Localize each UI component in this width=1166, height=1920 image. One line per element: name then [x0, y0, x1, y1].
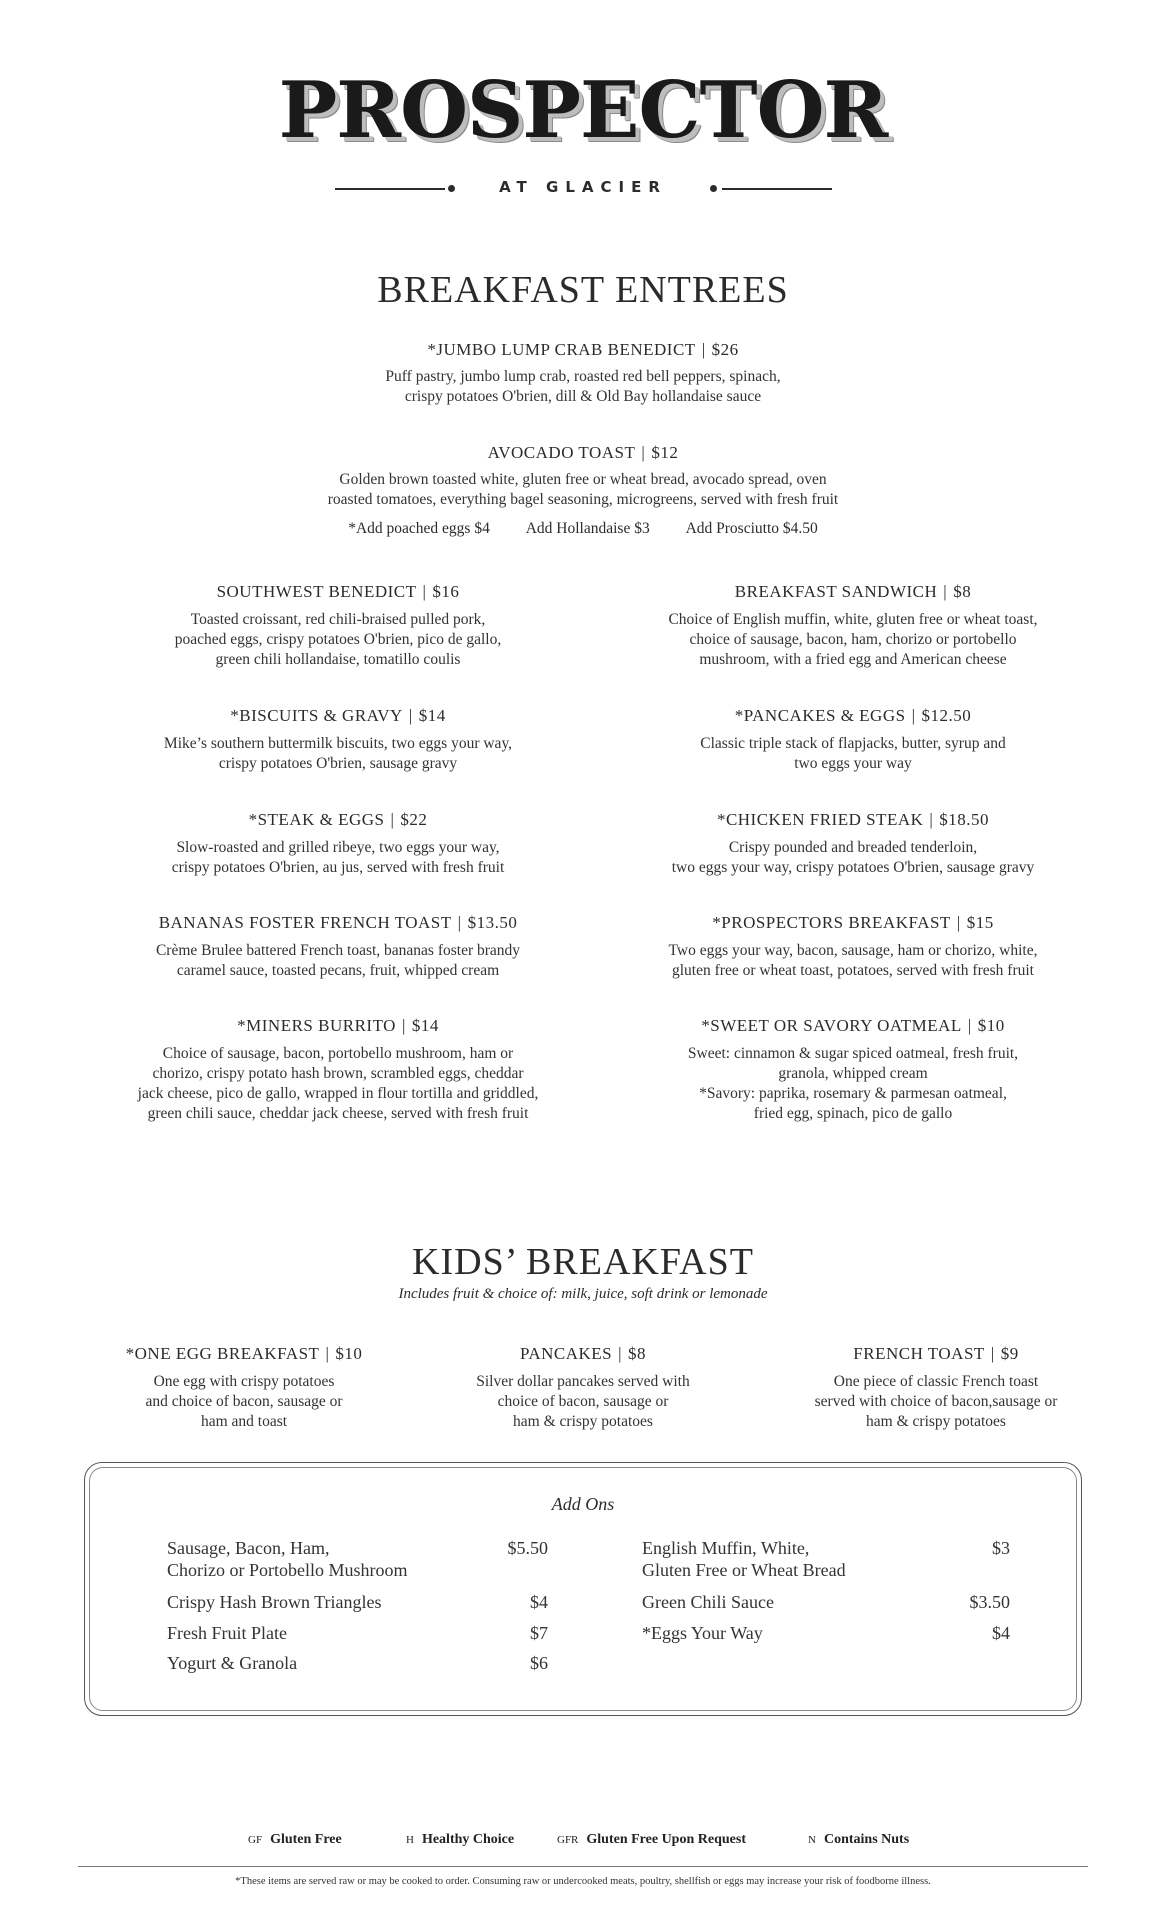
item-price: $8 — [628, 1344, 647, 1363]
item-price: $15 — [966, 913, 994, 932]
item-description: Silver dollar pancakes served with choice of bacon, sausage or ham & crispy potatoes — [476, 1373, 690, 1430]
item-title: *MINERS BURRITO | $14 — [237, 1016, 439, 1035]
item-title: *STEAK & EGGS | $22 — [248, 810, 428, 829]
dot-icon — [710, 185, 717, 192]
item-price: $26 — [711, 340, 739, 359]
addon-name: Green Chili Sauce — [642, 1592, 774, 1612]
menu-item — [93, 913, 583, 981]
dot-icon — [448, 185, 455, 192]
addon-name: Crispy Hash Brown Triangles — [167, 1592, 382, 1612]
menu-item — [608, 810, 1098, 878]
legend-abbr: GFR — [557, 1834, 579, 1846]
addon-price: $7 — [530, 1623, 548, 1643]
item-title: *JUMBO LUMP CRAB BENEDICT | $26 — [427, 340, 739, 359]
item-price: $16 — [432, 582, 460, 601]
section-title-kids: KIDS’ BREAKFAST — [412, 1241, 754, 1283]
item-description: Crispy pounded and breaded tenderloin, two eggs your way, crispy potatoes O'brien, sausage gravy — [671, 839, 1035, 876]
menu-item — [608, 913, 1098, 981]
addons-title: Add Ons — [551, 1494, 615, 1514]
item-title: BREAKFAST SANDWICH | $8 — [734, 582, 972, 601]
tagline-text: AT GLACIER — [499, 178, 667, 196]
item-price: $10 — [977, 1016, 1005, 1035]
item-description: Two eggs your way, bacon, sausage, ham or chorizo, white, gluten free or wheat toast, potatoes, served with fresh fruit — [668, 942, 1038, 979]
divider — [335, 188, 445, 190]
footer-divider — [78, 1866, 1088, 1867]
extra-option: *Add poached eggs $4 — [348, 520, 490, 537]
item-title: *ONE EGG BREAKFAST | $10 — [125, 1344, 363, 1363]
logo-wordmark: PROSPECTOR — [278, 65, 888, 156]
item-title: *PANCAKES & EGGS | $12.50 — [734, 706, 972, 725]
section-title-breakfast: BREAKFAST ENTREES — [377, 269, 789, 311]
item-name: SOUTHWEST BENEDICT — [216, 582, 417, 601]
menu-item — [608, 706, 1098, 774]
item-description: Puff pastry, jumbo lump crab, roasted red bell peppers, spinach, crispy potatoes O'brien, dill & Old Bay hollandaise sauce — [385, 368, 781, 405]
legend-item — [557, 1832, 746, 1848]
item-title: *SWEET OR SAVORY OATMEAL | $10 — [701, 1016, 1005, 1035]
item-title: AVOCADO TOAST | $12 — [487, 443, 679, 462]
item-name: *JUMBO LUMP CRAB BENEDICT — [427, 340, 696, 359]
divider — [722, 188, 832, 190]
item-description: Crème Brulee battered French toast, bananas foster brandy caramel sauce, toasted pecans, fruit, whipped cream — [155, 942, 521, 979]
item-name: *SWEET OR SAVORY OATMEAL — [701, 1016, 962, 1035]
item-price: $9 — [1000, 1344, 1019, 1363]
addon-price: $4 — [530, 1592, 548, 1612]
item-name: *CHICKEN FRIED STEAK — [716, 810, 924, 829]
item-name: PANCAKES — [519, 1344, 613, 1363]
menu-item — [93, 582, 583, 670]
item-name: *ONE EGG BREAKFAST — [125, 1344, 320, 1363]
item-price: $22 — [400, 810, 428, 829]
legend-label: Gluten Free Upon Request — [586, 1832, 746, 1847]
item-price: $14 — [418, 706, 446, 725]
legend-item — [808, 1832, 909, 1848]
menu-item — [423, 1344, 743, 1432]
item-name: BANANAS FOSTER FRENCH TOAST — [158, 913, 452, 932]
item-description: One piece of classic French toast served with choice of bacon,sausage or ham & crispy potatoes — [814, 1373, 1058, 1430]
item-description: Sweet: cinnamon & sugar spiced oatmeal, fresh fruit, granola, whipped cream *Savory: paprika, rosemary & parmesan oatmeal, fried egg, spinach, pico de gallo — [687, 1045, 1019, 1122]
item-description: Classic triple stack of flapjacks, butter, syrup and two eggs your way — [700, 735, 1006, 772]
legend-label: Healthy Choice — [421, 1832, 515, 1847]
menu-item — [608, 1016, 1098, 1124]
addon-name: Fresh Fruit Plate — [167, 1623, 287, 1643]
item-name: BREAKFAST SANDWICH — [734, 582, 938, 601]
legend-abbr: GF — [248, 1834, 263, 1846]
kids-note: Includes fruit & choice of: milk, juice, soft drink or lemonade — [398, 1286, 768, 1302]
item-price: $10 — [335, 1344, 363, 1363]
addon-price: $3 — [992, 1538, 1010, 1558]
menu-item — [233, 443, 933, 510]
menu-item — [233, 340, 933, 407]
add-extras — [0, 520, 1166, 538]
addon-name: English Muffin, White, Gluten Free or Wheat Bread — [642, 1538, 846, 1580]
item-description: Choice of English muffin, white, gluten free or wheat toast, choice of sausage, bacon, ham, chorizo or portobello mushroom, with a fried egg and American cheese — [668, 611, 1038, 668]
item-description: Choice of sausage, bacon, portobello mushroom, ham or chorizo, crispy potato hash brown, scrambled eggs, cheddar jack cheese, pico de gallo, wrapped in flour tortilla and griddled, green chili sauce, cheddar jack cheese, served with fresh fruit — [137, 1045, 539, 1122]
menu-item — [93, 1016, 583, 1124]
addon-name: *Eggs Your Way — [642, 1623, 763, 1643]
item-title: *PROSPECTORS BREAKFAST | $15 — [712, 913, 994, 932]
addon-price: $5.50 — [507, 1538, 548, 1558]
item-title: FRENCH TOAST | $9 — [853, 1344, 1019, 1363]
item-title: BANANAS FOSTER FRENCH TOAST | $13.50 — [158, 913, 518, 932]
item-description: One egg with crispy potatoes and choice of bacon, sausage or ham and toast — [145, 1373, 343, 1430]
item-description: Toasted croissant, red chili-braised pulled pork, poached eggs, crispy potatoes O'brien, pico de gallo, green chili hollandaise, tomatillo coulis — [174, 611, 502, 668]
menu-item — [608, 582, 1098, 670]
item-title: SOUTHWEST BENEDICT | $16 — [216, 582, 460, 601]
item-name: *PROSPECTORS BREAKFAST — [712, 913, 951, 932]
item-description: Golden brown toasted white, gluten free or wheat bread, avocado spread, oven roasted tomatoes, everything bagel seasoning, microgreens, served with fresh fruit — [327, 471, 839, 508]
addon-name: Sausage, Bacon, Ham, Chorizo or Portobello Mushroom — [167, 1538, 408, 1580]
item-price: $12 — [651, 443, 679, 462]
extra-option: Add Prosciutto $4.50 — [685, 520, 818, 537]
legend-item — [248, 1832, 342, 1848]
item-description: Mike’s southern buttermilk biscuits, two eggs your way, crispy potatoes O'brien, sausage gravy — [163, 735, 513, 772]
item-name: *MINERS BURRITO — [237, 1016, 396, 1035]
addon-price: $4 — [992, 1623, 1010, 1643]
item-price: $13.50 — [467, 913, 518, 932]
item-name: FRENCH TOAST — [853, 1344, 985, 1363]
menu-item — [93, 810, 583, 878]
legend-item — [406, 1832, 514, 1848]
item-name: *BISCUITS & GRAVY — [230, 706, 403, 725]
logo-tagline — [0, 176, 1166, 202]
item-name: *PANCAKES & EGGS — [734, 706, 906, 725]
item-name: AVOCADO TOAST — [487, 443, 636, 462]
item-title: PANCAKES | $8 — [519, 1344, 647, 1363]
item-price: $8 — [953, 582, 972, 601]
item-price: $12.50 — [921, 706, 972, 725]
legend-abbr: N — [808, 1834, 816, 1846]
footnote: *These items are served raw or may be cooked to order. Consuming raw or undercooked meats, poultry, shellfish or eggs may increase your risk of foodborne illness. — [235, 1876, 931, 1887]
addon-price: $6 — [530, 1653, 548, 1673]
item-title: *BISCUITS & GRAVY | $14 — [230, 706, 446, 725]
menu-item — [776, 1344, 1096, 1432]
item-price: $18.50 — [939, 810, 990, 829]
logo — [0, 65, 1166, 156]
addon-name: Yogurt & Granola — [167, 1653, 298, 1673]
item-title: *CHICKEN FRIED STEAK | $18.50 — [716, 810, 990, 829]
legend-abbr: H — [406, 1834, 414, 1846]
menu-item — [93, 706, 583, 774]
extra-option: Add Hollandaise $3 — [525, 520, 650, 537]
legend-label: Gluten Free — [270, 1832, 342, 1847]
legend-label: Contains Nuts — [823, 1832, 910, 1847]
addon-price: $3.50 — [969, 1592, 1010, 1612]
menu-item — [84, 1344, 404, 1432]
item-price: $14 — [411, 1016, 439, 1035]
item-description: Slow-roasted and grilled ribeye, two eggs your way, crispy potatoes O'brien, au jus, served with fresh fruit — [171, 839, 505, 876]
item-name: *STEAK & EGGS — [248, 810, 385, 829]
